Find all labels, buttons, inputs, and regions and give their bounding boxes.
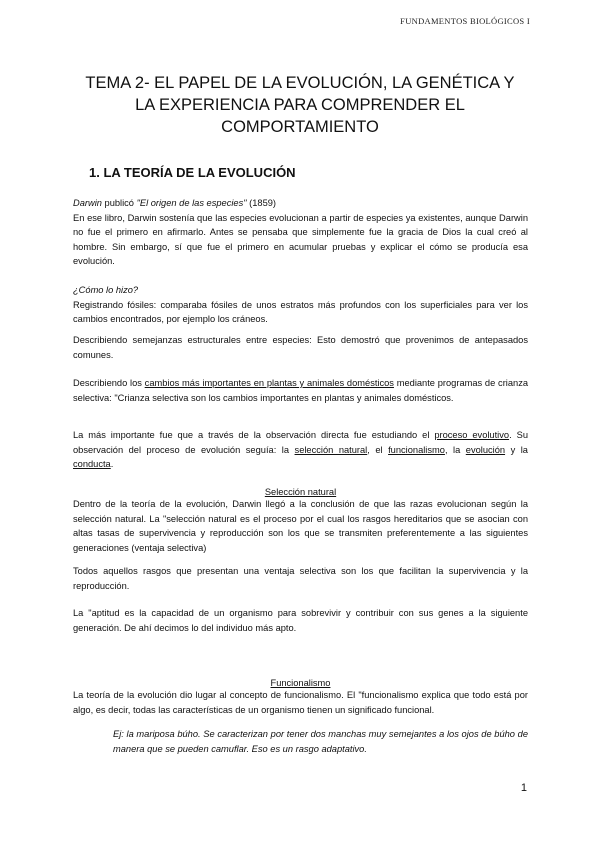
term-conduct: conducta [73,459,111,469]
section-heading: 1. LA TEORÍA DE LA EVOLUCIÓN [89,165,296,180]
sep: y la [505,444,528,455]
process-term: proceso evolutivo [434,430,510,440]
breeding-prefix: Describiendo los [73,378,145,388]
title-line-1: TEMA 2- EL PAPEL DE LA EVOLUCIÓN, LA GENÉTICA Y [85,74,515,92]
publication-line [73,196,528,211]
document-title [60,72,540,138]
publication-year: (1859) [246,198,277,208]
term-natural-selection: selección natural [294,444,368,455]
subheading-natural-selection: Selección natural [264,487,337,497]
sep: , el [367,444,389,455]
intro-block [73,196,528,269]
author-name: Darwin [73,198,102,208]
title-line-2: LA EXPERIENCIA PARA COMPRENDER EL [135,96,465,114]
similarities-paragraph: Describiendo semejanzas estructurales entre especies: Esto demostró que provenimos de antepasados comunes. [73,335,528,360]
breeding-underlined: cambios más importantes en plantas y animales domésticos [144,378,394,388]
natural-selection-p2: Todos aquellos rasgos que presentan una ventaja selectiva son los que facilitan la supervivencia y la reproducción. [73,566,528,591]
page-number: 1 [520,782,527,794]
title-line-3: COMPORTAMIENTO [221,118,379,136]
subheading-functionalism: Funcionalismo [270,678,331,688]
published-text: publicó [101,198,137,208]
observation-mid: . Su observación del proceso de evolución seguía: la [73,430,528,455]
breeding-suffix: mediante programas de crianza selectiva: "Crianza selectiva son los cambios importantes en plantas y animales domésticos. [73,378,529,403]
running-header: FUNDAMENTOS BIOLÓGICOS I [400,16,530,26]
term-evolution: evolución [465,444,506,455]
aptitude-paragraph: La "aptitud es la capacidad de un organismo para sobrevivir y contribuir con sus genes a la siguiente generación. De ahí decimos lo del individuo más apto. [73,608,528,633]
breeding-paragraph [73,376,528,405]
functionalism-p1: La teoría de la evolución dio lugar al concepto de funcionalismo. El "funcionalismo explica que todo está por algo, es decir, todas las características de un organismo tienen un significado funcional. [73,690,528,715]
observation-prefix: La más importante fue que a través de la observación directa fue estudiando el [73,430,435,440]
period: . [110,459,114,469]
intro-paragraph: En ese libro, Darwin sostenía que las especies evolucionan a partir de especies ya existentes, aunque Darwin no fue el primero en afirmarlo. Antes se pensaba que simplemente fue la gracia de Dios la cual creó al hombre. Sin embargo, sí que fue el primero en acumular pruebas y explicar el cómo se producía esa evolución. [73,212,528,266]
fossils-paragraph: Registrando fósiles: comparaba fósiles de unos estratos más profundos con los superficiales para ver los cambios encontrados, por ejemplo los cráneos. [73,299,528,324]
observation-paragraph [73,428,528,472]
natural-selection-p1: Dentro de la teoría de la evolución, Darwin llegó a la conclusión de que las razas evolucionan según la selección natural. La "selección natural es el proceso por el cual los rasgos hereditarios que se asocian con altas tasas de supervivencia y reproducción son los que se transmiten preferentemente a las siguientes generaciones (ventaja selectiva) [73,499,528,553]
how-block [73,283,528,327]
book-title: "El origen de las especies" [136,198,247,208]
term-functionalism: funcionalismo [388,444,445,455]
functionalism-example: Ej: la mariposa búho. Se caracterizan por tener dos manchas muy semejantes a los ojos de búho de manera que se pueden camuflar. Eso es un rasgo adaptativo. [113,729,528,754]
how-question: ¿Cómo lo hizo? [73,285,139,295]
sep: , la [444,444,466,455]
